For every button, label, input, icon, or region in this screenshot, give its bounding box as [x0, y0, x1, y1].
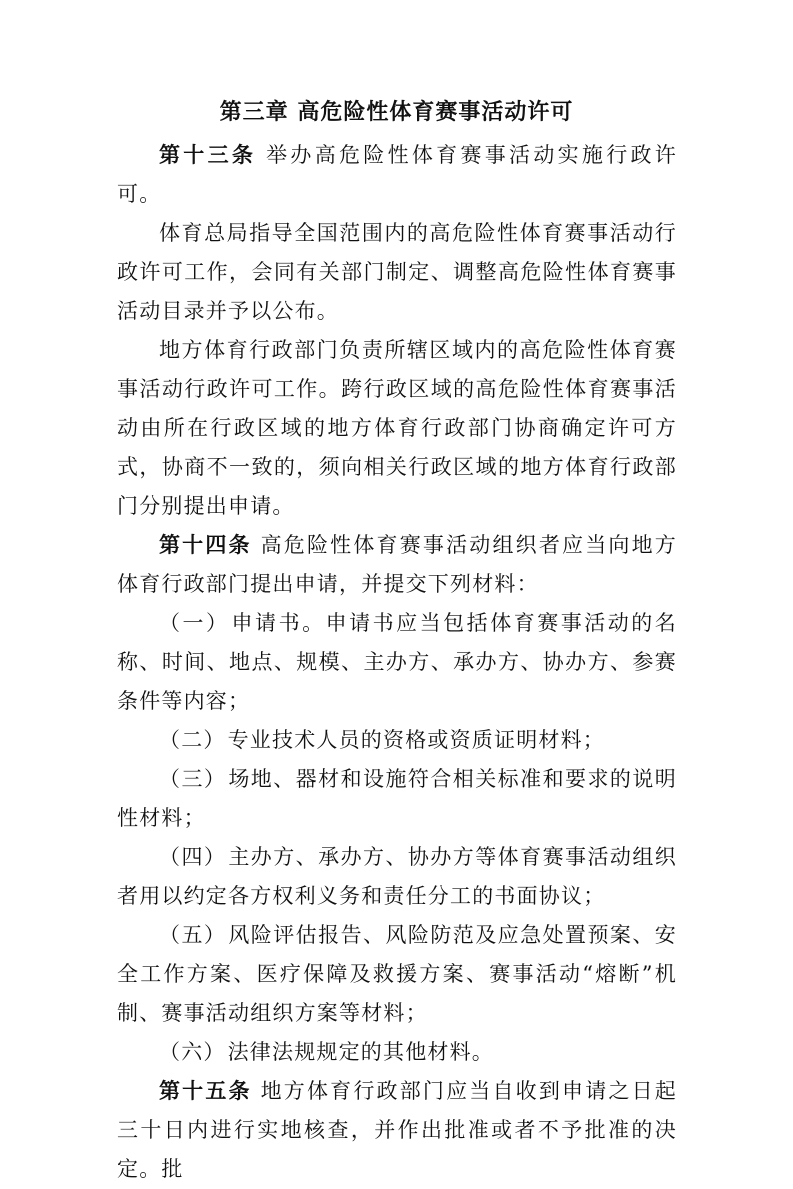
item-marker: （二）: [159, 728, 226, 752]
article-14-item-4: [117, 838, 677, 916]
item-marker: （五）: [159, 923, 227, 947]
item-text: 风险评估报告、风险防范及应急处置预案、安全工作方案、医疗保障及救援方案、赛事活动“熔断”机制、赛事活动组织方案等材料；: [117, 923, 677, 1025]
article-14-lead-text: 高危险性体育赛事活动组织者应当向地方体育行政部门提出申请，并提交下列材料：: [117, 533, 677, 596]
chapter-title: 第三章 高危险性体育赛事活动许可: [219, 100, 574, 125]
article-15-lead-paragraph: [117, 1072, 677, 1189]
article-13-number: 第十三条: [159, 143, 257, 167]
article-15-number: 第十五条: [159, 1079, 252, 1103]
article-13-paragraph-2: 地方体育行政部门负责所辖区域内的高危险性体育赛事活动行政许可工作。跨行政区域的高危险性体育赛事活动由所在行政区域的地方体育行政部门协商确定许可方式，协商不一致的，须向相关行政区域的地方体育行政部门分别提出申请。: [117, 338, 677, 518]
document-body: [117, 136, 677, 1189]
item-text: 场地、器材和设施符合相关标准和要求的说明性材料；: [117, 767, 677, 830]
item-text: 专业技术人员的资格或资质证明材料；: [227, 728, 606, 752]
article-14-number: 第十四条: [159, 533, 252, 557]
item-text: 法律法规规定的其他材料。: [227, 1040, 495, 1064]
article-14-item-6: [117, 1033, 677, 1072]
item-text: 申请书。申请书应当包括体育赛事活动的名称、时间、地点、规模、主办方、承办方、协办方、参赛条件等内容；: [117, 611, 677, 713]
item-marker: （一）: [159, 611, 230, 635]
item-marker: （三）: [159, 767, 227, 791]
article-13-lead-paragraph: [117, 136, 677, 214]
article-13-lead-text: 举办高危险性体育赛事活动实施行政许可。: [117, 143, 677, 206]
article-15-lead-text: 地方体育行政部门应当自收到申请之日起三十日内进行实地核查，并作出批准或者不予批准的决定。批: [117, 1079, 677, 1181]
article-14-item-3: [117, 760, 677, 838]
article-14-item-1: [117, 604, 677, 721]
article-14-item-5: [117, 916, 677, 1033]
article-14-item-2: [117, 721, 677, 760]
item-marker: （六）: [159, 1040, 226, 1064]
item-marker: （四）: [159, 845, 227, 869]
item-text: 主办方、承办方、协办方等体育赛事活动组织者用以约定各方权利义务和责任分工的书面协议；: [117, 845, 677, 908]
article-14-lead-paragraph: [117, 526, 677, 604]
article-13-paragraph-1: 体育总局指导全国范围内的高危险性体育赛事活动行政许可工作，会同有关部门制定、调整高危险性体育赛事活动目录并予以公布。: [117, 221, 677, 323]
